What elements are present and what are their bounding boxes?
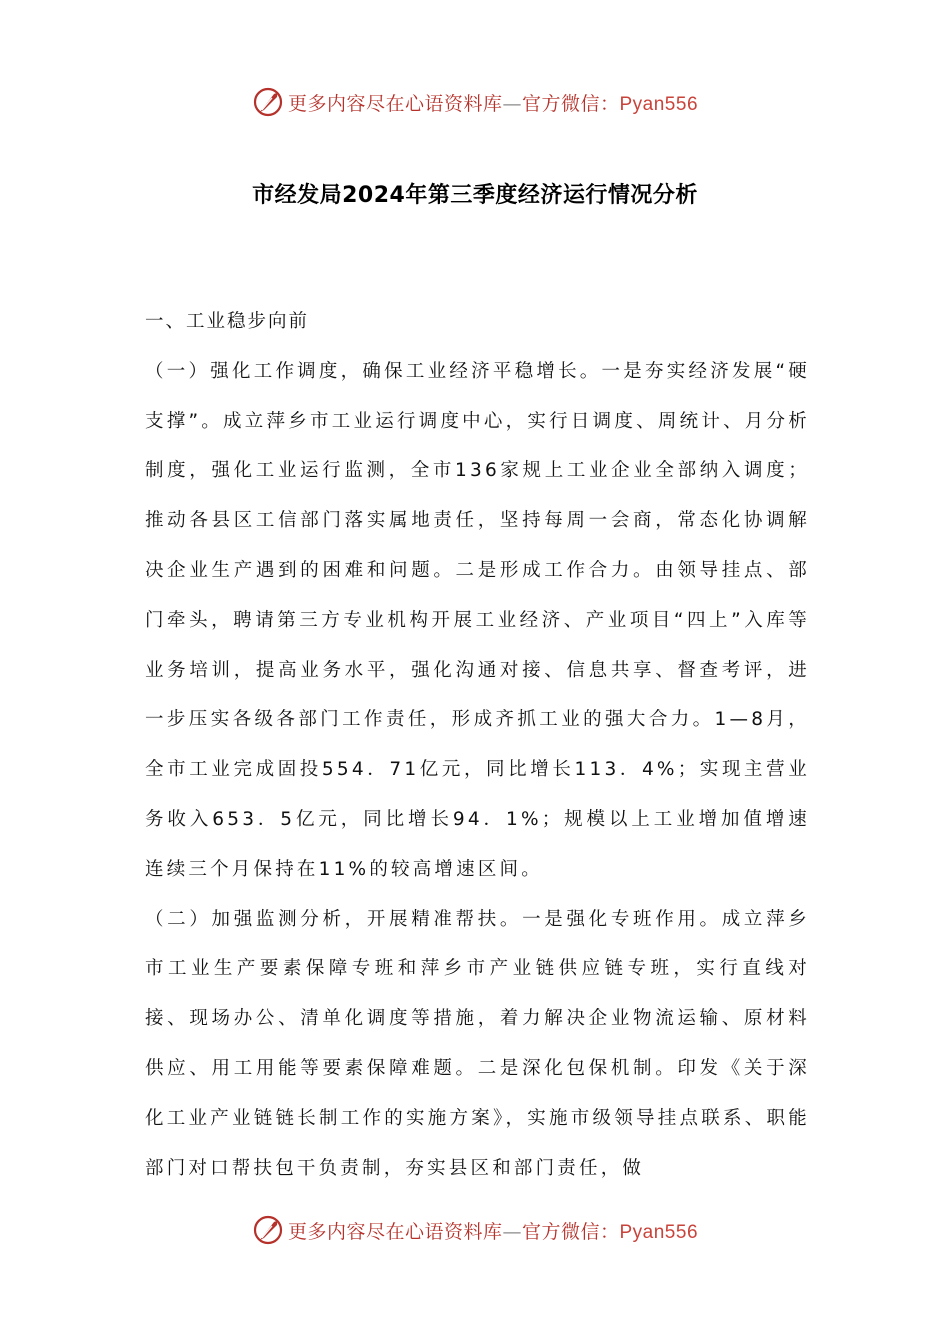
watermark-text: 更多内容尽在心语资料库—官方微信：Pyan556 [287, 1220, 699, 1243]
document-title: 市经发局2024年第三季度经济运行情况分析 [252, 183, 698, 208]
document-body [145, 297, 810, 1193]
footer-watermark [0, 1210, 950, 1250]
quill-logo-icon [252, 1214, 284, 1246]
paragraph: （二）加强监测分析，开展精准帮扶。一是强化专班作用。成立萍乡市工业生产要素保障专班和萍乡市产业链供应链专班，实行直线对接、现场办公、清单化调度等措施，着力解决企业物流运输、原材料供应、用工用能等要素保障难题。二是深化包保机制。印发《关于深化工业产业链链长制工作的实施方案》，实施市级领导挂点联系、职能部门对口帮扶包干负责制，夯实县区和部门责任，做 [145, 908, 810, 1179]
paragraph: （一）强化工作调度，确保工业经济平稳增长。一是夯实经济发展“硬支撑”。成立萍乡市工业运行调度中心，实行日调度、周统计、月分析制度，强化工业运行监测，全市136家规上工业企业全部纳入调度；推动各县区工信部门落实属地责任，坚持每周一会商，常态化协调解决企业生产遇到的困难和问题。二是形成工作合力。由领导挂点、部门牵头，聘请第三方专业机构开展工业经济、产业项目“四上”入库等业务培训，提高业务水平，强化沟通对接、信息共享、督查考评，进一步压实各级各部门工作责任，形成齐抓工业的强大合力。1—8月，全市工业完成固投554．71亿元，同比增长113．4%；实现主营业务收入653．5亿元，同比增长94．1%；规模以上工业增加值增速连续三个月保持在11%的较高增速区间。 [145, 360, 810, 880]
header-watermark [0, 82, 950, 122]
watermark-text: 更多内容尽在心语资料库—官方微信：Pyan556 [287, 92, 699, 115]
quill-logo-icon [252, 86, 284, 118]
section-heading: 一、工业稳步向前 [145, 311, 310, 332]
